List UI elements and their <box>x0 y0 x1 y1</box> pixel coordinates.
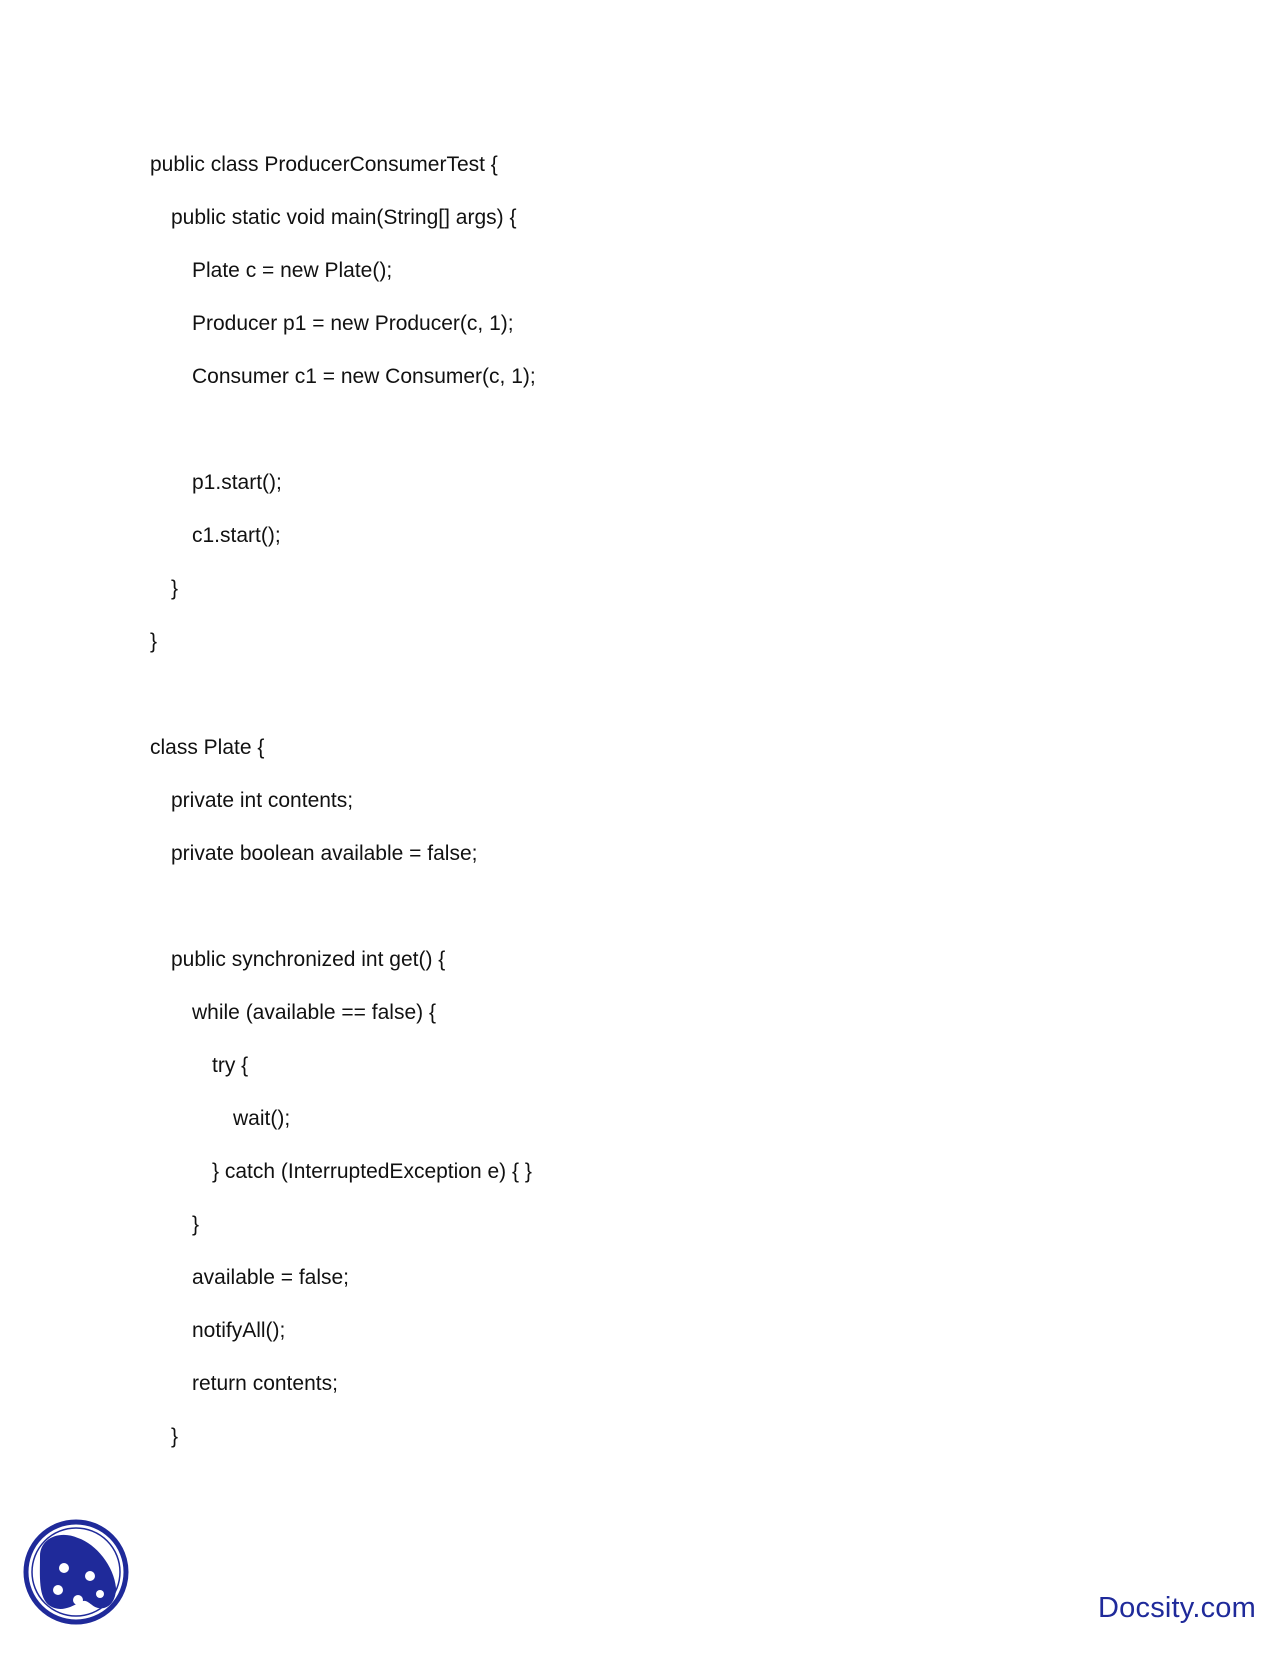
code-line: while (available == false) { <box>192 1001 436 1024</box>
code-blank-line <box>150 892 1050 945</box>
code-line: available = false; <box>192 1266 350 1289</box>
code-line: private boolean available = false; <box>171 842 478 865</box>
code-line: } <box>171 1425 179 1448</box>
code-line: public synchronized int get() { <box>171 948 446 971</box>
code-line: } <box>192 1213 200 1236</box>
code-line: try { <box>212 1054 249 1077</box>
docsity-brand-text[interactable]: Docsity.com <box>1098 1592 1256 1624</box>
code-block <box>150 150 1050 1475</box>
code-line: public class ProducerConsumerTest { <box>150 153 498 176</box>
code-blank-line <box>150 680 1050 733</box>
code-line: Plate c = new Plate(); <box>192 259 393 282</box>
code-line: } <box>150 630 158 653</box>
code-line: } catch (InterruptedException e) { } <box>212 1160 532 1183</box>
code-line: } <box>171 577 179 600</box>
code-line: wait(); <box>233 1107 291 1130</box>
code-line: notifyAll(); <box>192 1319 286 1342</box>
docsity-logo-icon <box>20 1516 132 1628</box>
code-line: return contents; <box>192 1372 338 1395</box>
code-line: c1.start(); <box>192 524 281 547</box>
code-line: class Plate { <box>150 736 265 759</box>
code-blank-line <box>150 415 1050 468</box>
code-line: p1.start(); <box>192 471 282 494</box>
code-line: public static void main(String[] args) { <box>171 206 517 229</box>
code-line: Consumer c1 = new Consumer(c, 1); <box>192 365 536 388</box>
code-line: private int contents; <box>171 789 354 812</box>
code-line: Producer p1 = new Producer(c, 1); <box>192 312 514 335</box>
